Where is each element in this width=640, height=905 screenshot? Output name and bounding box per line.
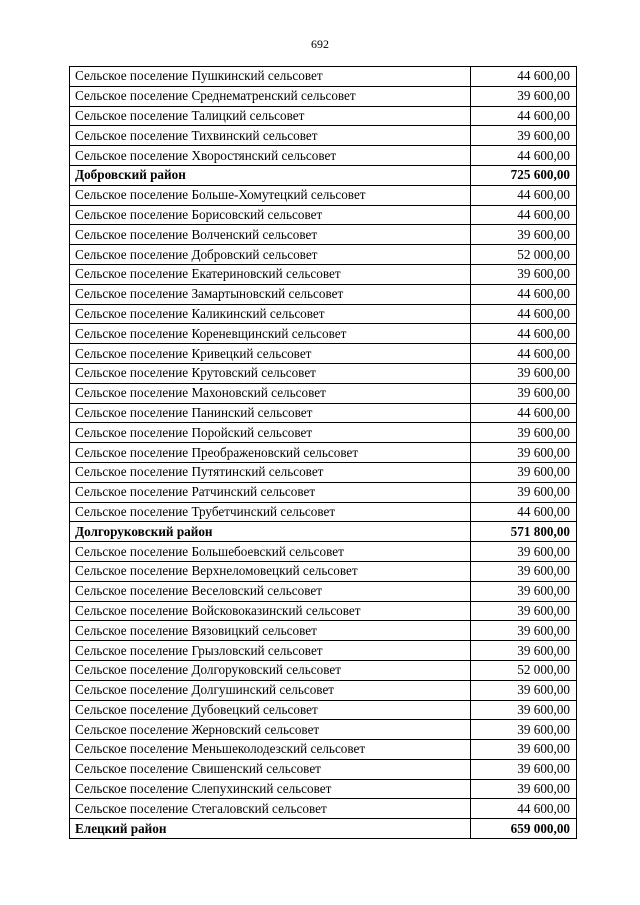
page-number: 692 [311,37,329,51]
amount-cell: 39 600,00 [471,779,577,799]
settlement-name-cell: Сельское поселение Большебоевский сельсовет [70,542,471,562]
amount-cell: 39 600,00 [471,264,577,284]
amount-cell: 44 600,00 [471,146,577,166]
table-row [70,146,577,166]
amount-cell: 39 600,00 [471,759,577,779]
settlement-name-cell: Сельское поселение Меньшеколодезский сельсовет [70,740,471,760]
table-row [70,245,577,265]
settlement-name-cell: Сельское поселение Каликинский сельсовет [70,304,471,324]
settlement-name-cell: Сельское поселение Преображеновский сельсовет [70,443,471,463]
settlement-name-cell: Сельское поселение Талицкий сельсовет [70,106,471,126]
table-row [70,660,577,680]
amount-cell: 39 600,00 [471,86,577,106]
settlement-name-cell: Сельское поселение Добровский сельсовет [70,245,471,265]
settlement-name-cell: Сельское поселение Поройский сельсовет [70,423,471,443]
table-row [70,700,577,720]
settlement-name-cell: Сельское поселение Замартыновский сельсовет [70,284,471,304]
table-row [70,581,577,601]
settlement-name-cell: Сельское поселение Кореневщинский сельсовет [70,324,471,344]
settlement-name-cell: Сельское поселение Крутовский сельсовет [70,363,471,383]
amount-cell: 44 600,00 [471,403,577,423]
allocation-table-body [70,67,577,839]
table-row [70,423,577,443]
table-row [70,67,577,87]
amount-cell: 39 600,00 [471,462,577,482]
amount-cell: 44 600,00 [471,799,577,819]
amount-cell: 39 600,00 [471,225,577,245]
table-row [70,740,577,760]
settlement-name-cell: Сельское поселение Махоновский сельсовет [70,383,471,403]
settlement-name-cell: Сельское поселение Тихвинский сельсовет [70,126,471,146]
table-row [70,561,577,581]
district-name-cell: Елецкий район [70,819,471,839]
settlement-name-cell: Сельское поселение Жерновский сельсовет [70,720,471,740]
amount-cell: 39 600,00 [471,561,577,581]
table-row [70,344,577,364]
amount-cell: 44 600,00 [471,324,577,344]
settlement-name-cell: Сельское поселение Хворостянский сельсовет [70,146,471,166]
amount-cell: 39 600,00 [471,740,577,760]
table-row [70,502,577,522]
settlement-name-cell: Сельское поселение Среднематренский сельсовет [70,86,471,106]
table-row [70,443,577,463]
table-row [70,542,577,562]
amount-cell: 39 600,00 [471,700,577,720]
district-amount-cell: 725 600,00 [471,165,577,185]
amount-cell: 39 600,00 [471,601,577,621]
settlement-name-cell: Сельское поселение Веселовский сельсовет [70,581,471,601]
table-row [70,264,577,284]
table-row [70,363,577,383]
table-row [70,779,577,799]
amount-cell: 44 600,00 [471,344,577,364]
amount-cell: 44 600,00 [471,284,577,304]
table-row [70,304,577,324]
district-amount-cell: 571 800,00 [471,522,577,542]
allocation-table [69,66,577,839]
amount-cell: 44 600,00 [471,502,577,522]
settlement-name-cell: Сельское поселение Слепухинский сельсовет [70,779,471,799]
amount-cell: 39 600,00 [471,443,577,463]
settlement-name-cell: Сельское поселение Дубовецкий сельсовет [70,700,471,720]
table-row [70,482,577,502]
settlement-name-cell: Сельское поселение Грызловский сельсовет [70,641,471,661]
table-row [70,383,577,403]
amount-cell: 39 600,00 [471,621,577,641]
settlement-name-cell: Сельское поселение Волченский сельсовет [70,225,471,245]
district-amount-cell: 659 000,00 [471,819,577,839]
settlement-name-cell: Сельское поселение Свишенский сельсовет [70,759,471,779]
table-row [70,680,577,700]
amount-cell: 44 600,00 [471,106,577,126]
amount-cell: 39 600,00 [471,542,577,562]
settlement-name-cell: Сельское поселение Трубетчинский сельсовет [70,502,471,522]
amount-cell: 44 600,00 [471,205,577,225]
settlement-name-cell: Сельское поселение Больше-Хомутецкий сельсовет [70,185,471,205]
amount-cell: 39 600,00 [471,363,577,383]
district-total-row [70,522,577,542]
amount-cell: 39 600,00 [471,423,577,443]
settlement-name-cell: Сельское поселение Путятинский сельсовет [70,462,471,482]
amount-cell: 44 600,00 [471,185,577,205]
table-row [70,185,577,205]
amount-cell: 44 600,00 [471,304,577,324]
amount-cell: 39 600,00 [471,126,577,146]
table-row [70,205,577,225]
table-row [70,324,577,344]
amount-cell: 44 600,00 [471,67,577,87]
table-row [70,403,577,423]
amount-cell: 39 600,00 [471,641,577,661]
table-row [70,720,577,740]
table-row [70,621,577,641]
table-row [70,641,577,661]
settlement-name-cell: Сельское поселение Екатериновский сельсовет [70,264,471,284]
amount-cell: 39 600,00 [471,383,577,403]
district-total-row [70,165,577,185]
settlement-name-cell: Сельское поселение Войсковоказинский сельсовет [70,601,471,621]
table-row [70,225,577,245]
settlement-name-cell: Сельское поселение Вязовицкий сельсовет [70,621,471,641]
table-row [70,86,577,106]
amount-cell: 39 600,00 [471,482,577,502]
settlement-name-cell: Сельское поселение Панинский сельсовет [70,403,471,423]
settlement-name-cell: Сельское поселение Борисовский сельсовет [70,205,471,225]
settlement-name-cell: Сельское поселение Стегаловский сельсовет [70,799,471,819]
amount-cell: 39 600,00 [471,720,577,740]
table-row [70,601,577,621]
settlement-name-cell: Сельское поселение Долгоруковский сельсовет [70,660,471,680]
settlement-name-cell: Сельское поселение Долгушинский сельсовет [70,680,471,700]
settlement-name-cell: Сельское поселение Кривецкий сельсовет [70,344,471,364]
amount-cell: 39 600,00 [471,581,577,601]
amount-cell: 39 600,00 [471,680,577,700]
settlement-name-cell: Сельское поселение Ратчинский сельсовет [70,482,471,502]
table-row [70,106,577,126]
settlement-name-cell: Сельское поселение Пушкинский сельсовет [70,67,471,87]
amount-cell: 52 000,00 [471,660,577,680]
table-row [70,462,577,482]
table-row [70,759,577,779]
district-name-cell: Долгоруковский район [70,522,471,542]
settlement-name-cell: Сельское поселение Верхнеломовецкий сельсовет [70,561,471,581]
district-name-cell: Добровский район [70,165,471,185]
district-total-row [70,819,577,839]
table-row [70,799,577,819]
amount-cell: 52 000,00 [471,245,577,265]
table-row [70,126,577,146]
table-row [70,284,577,304]
